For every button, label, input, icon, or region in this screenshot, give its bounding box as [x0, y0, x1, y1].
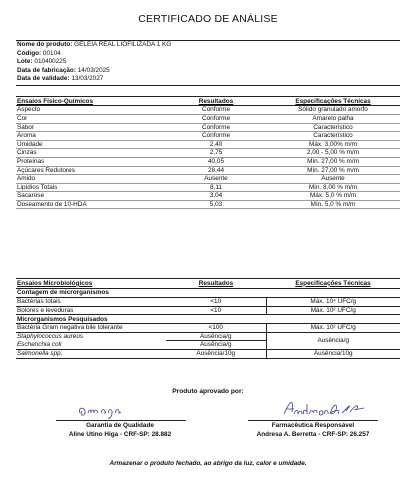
table-row	[16, 324, 400, 333]
assay-cell: Umidade	[16, 140, 166, 149]
table-row	[16, 132, 400, 141]
assay-cell: Salmonella spp.	[16, 349, 166, 358]
result-cell: 5,03	[166, 200, 266, 209]
result-cell: Conforme	[166, 106, 266, 115]
assay-cell: Doseamento de 10-HDA	[16, 200, 166, 209]
table-row	[16, 106, 400, 115]
table-row	[16, 166, 400, 175]
signatory-pharmacist	[228, 422, 398, 439]
signature-line-pharmacist	[248, 420, 378, 421]
signatory-quality	[40, 422, 200, 439]
column-header: Especificações Técnicas	[266, 97, 400, 106]
product-name-value: GELEIA REAL LIOFILIZADA 1 KG	[74, 41, 172, 48]
assay-cell: Aroma	[16, 132, 166, 141]
result-cell: <10	[166, 298, 266, 307]
spec-cell: Máx. 5,0 % m/m	[266, 192, 400, 201]
column-header: Resultados	[166, 279, 266, 289]
manufacture-date-value: 14/03/2025	[77, 66, 110, 74]
assay-cell: Bolores e leveduras	[16, 306, 166, 315]
spec-cell: Mín. 27,00 % m/m	[266, 157, 400, 166]
product-name-label: Nome do produto:	[17, 41, 73, 48]
signature-pharmacist	[280, 398, 370, 420]
expiry-date-row	[17, 75, 399, 84]
group-label: Contagem de microrganismos	[16, 289, 400, 298]
assay-cell: Cor	[16, 114, 166, 123]
table-row	[16, 298, 400, 307]
result-cell: 40,05	[166, 157, 266, 166]
assay-cell: Escherichia coli	[16, 341, 166, 350]
assay-cell: Sabor	[16, 123, 166, 132]
assay-cell: Açúcares Redutores	[16, 166, 166, 175]
spec-cell: Sólido granulado amorfo	[266, 106, 400, 115]
manufacture-date-row	[17, 67, 399, 76]
spec-cell: Máx. 10² UFC/g	[266, 306, 400, 315]
signatory-name: Aline Utino Higa - CRF-SP: 28.882	[68, 430, 172, 438]
spec-cell: Mín. 27,00 % m/m	[266, 166, 400, 175]
column-header: Ensaios Físico-Químicos	[16, 97, 166, 106]
divider	[16, 85, 400, 86]
result-cell: 2,75	[166, 149, 266, 158]
table-row	[16, 306, 400, 315]
spec-cell: Ausente	[266, 175, 400, 184]
table-row	[16, 349, 400, 358]
signature-quality	[56, 401, 186, 421]
assay-cell: Bactéria Gram negativa bile tolerante	[16, 324, 166, 333]
spec-cell: Máx. 3,00% m/m	[266, 140, 400, 149]
physchem-body	[16, 106, 400, 209]
column-header: Especificações Técnicas	[266, 279, 400, 289]
spec-cell: Máx. 10² UFC/g	[266, 324, 400, 333]
table-row	[16, 114, 400, 123]
result-cell: Ausência/10g	[166, 349, 266, 358]
spec-cell: 2,00 - 5,00 % m/m	[266, 149, 400, 158]
result-cell: Ausência/g	[166, 341, 266, 350]
result-cell: 8,11	[166, 183, 266, 192]
storage-note: Armazenar o produto fechado, ao abrigo da luz, calor e umidade.	[109, 460, 307, 467]
signatory-role: Farmacêutica Responsável	[271, 422, 355, 429]
signatory-name: Andresa A. Berretta - CRF-SP: 26.257	[256, 430, 370, 438]
assay-cell: Proteínas	[16, 157, 166, 166]
result-cell: Conforme	[166, 114, 266, 123]
approved-by-label: Produto aprovado por:	[172, 388, 244, 395]
table-row	[16, 183, 400, 192]
result-cell: Ausência/g	[166, 332, 266, 341]
manufacture-date-label: Data de fabricação:	[17, 66, 76, 74]
result-cell: Ausente	[166, 175, 266, 184]
signature-line-quality	[56, 420, 186, 421]
micro-header-row	[16, 279, 400, 289]
result-cell: 2,40	[166, 140, 266, 149]
product-code-label: Código:	[17, 49, 42, 57]
result-cell: <10	[166, 306, 266, 315]
table-row	[16, 192, 400, 201]
group-label: Microrganismos Pesquisados	[16, 315, 400, 324]
spec-cell: Ausência/10g	[266, 349, 400, 358]
product-name-row	[17, 41, 399, 50]
assay-cell: Sacarose	[16, 192, 166, 201]
table-row	[16, 140, 400, 149]
table-row	[16, 175, 400, 184]
assay-cell: Cinzas	[16, 149, 166, 158]
result-cell: <100	[166, 324, 266, 333]
spec-cell: Mín. 5,0 % m/m	[266, 200, 400, 209]
product-code-value: 00104	[42, 49, 61, 57]
expiry-date-value: 13/03/2027	[71, 75, 104, 83]
table-row	[16, 149, 400, 158]
table-row	[16, 123, 400, 132]
table-row	[16, 332, 400, 341]
table-row	[16, 200, 400, 209]
assay-cell: Lipídios Totais	[16, 183, 166, 192]
assay-cell: Staphylococcus aureus	[17, 333, 84, 341]
assay-cell: Aspecto	[16, 106, 166, 115]
product-code-row	[17, 50, 399, 59]
lot-label: Lote:	[17, 58, 33, 66]
spec-cell: Máx. 10⁴ UFC/g	[266, 298, 400, 307]
group-row	[16, 315, 400, 324]
spec-cell: Característico	[266, 132, 400, 141]
result-cell: 28,44	[166, 166, 266, 175]
product-info	[17, 41, 399, 84]
spec-cell: Característico	[266, 123, 400, 132]
spec-cell: Ausência/g	[266, 332, 400, 349]
column-header: Ensaios Microbiológicos	[16, 279, 166, 289]
lot-value: 010400225	[34, 58, 67, 66]
micro-table	[16, 278, 400, 359]
physchem-header-row	[16, 97, 400, 106]
table-row	[16, 157, 400, 166]
result-cell: Conforme	[166, 123, 266, 132]
expiry-date-label: Data de validade:	[17, 75, 70, 83]
spec-cell: Mín. 8,00 % m/m	[266, 183, 400, 192]
assay-cell: Amido	[16, 175, 166, 184]
result-cell: 3,04	[166, 192, 266, 201]
signatory-role: Garantia de Qualidade	[86, 422, 154, 429]
column-header: Resultados	[166, 97, 266, 106]
spec-cell: Amarelo palha	[266, 114, 400, 123]
assay-cell: Bactérias totais	[16, 298, 166, 307]
group-row	[16, 289, 400, 298]
page-title: CERTIFICADO DE ANÁLISE	[138, 13, 278, 25]
lot-row	[17, 58, 399, 67]
result-cell: Conforme	[166, 132, 266, 141]
physchem-table	[16, 96, 400, 209]
